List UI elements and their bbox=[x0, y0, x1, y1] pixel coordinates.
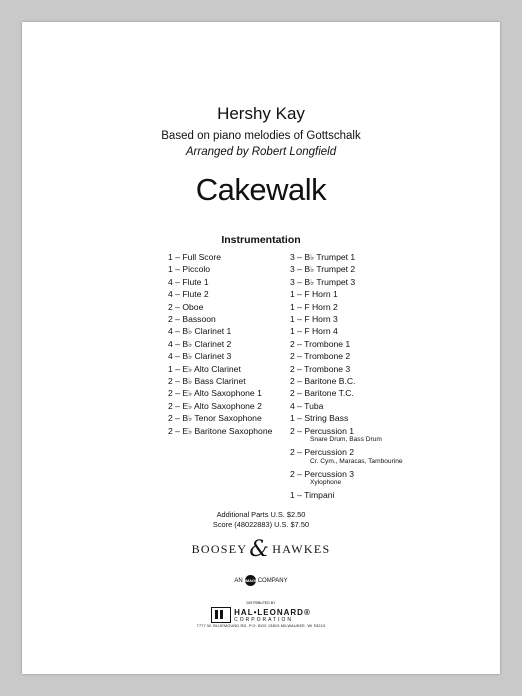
publisher-right: HAWKES bbox=[272, 542, 331, 556]
instrument-entry: 2 – E♭ Alto Saxophone 2 bbox=[168, 400, 262, 411]
instrument-entry: 2 – Trombone 3 bbox=[290, 363, 351, 374]
score-cover-page bbox=[22, 22, 500, 674]
score-price: Score (48022883) U.S. $7.50 bbox=[212, 520, 310, 529]
hal-leonard-icon bbox=[211, 607, 231, 623]
instrument-entry: 2 – Percussion 3 bbox=[290, 468, 355, 479]
instrument-entry: 3 – B♭ Trumpet 1 bbox=[290, 252, 356, 262]
instrument-entry: 1 – E♭ Alto Clarinet bbox=[168, 363, 241, 374]
instrument-entry: 2 – E♭ Baritone Saxophone bbox=[168, 425, 273, 436]
distributed-by-label: DISTRIBUTED BY bbox=[246, 601, 276, 605]
instrument-entry: 2 – Baritone B.C. bbox=[290, 376, 356, 387]
instrument-entry-detail: Snare Drum, Bass Drum bbox=[310, 436, 382, 444]
instrument-entry: 1 – F Horn 3 bbox=[290, 314, 338, 325]
instrument-entry: 1 – F Horn 1 bbox=[290, 289, 338, 300]
instrument-entry: 2 – Percussion 2 bbox=[290, 447, 355, 458]
instrument-entry: 3 – B♭ Trumpet 2 bbox=[290, 264, 356, 275]
instrument-entry: 4 – Flute 1 bbox=[168, 276, 209, 287]
imagem-mark: IMAGEM bbox=[245, 575, 256, 586]
instrument-entry: 2 – E♭ Alto Saxophone 1 bbox=[168, 388, 262, 399]
instrument-entry: 2 – Bassoon bbox=[168, 314, 216, 325]
instrument-entry: 1 – Piccolo bbox=[168, 264, 211, 275]
instrumentation-column-1 bbox=[168, 251, 272, 437]
publisher-logo bbox=[22, 536, 500, 562]
hal-leonard-name: HAL•LEONARD® bbox=[234, 607, 311, 617]
composer-name: Hershy Kay bbox=[217, 104, 305, 123]
company-prefix: AN bbox=[234, 577, 243, 584]
instrument-entry: 1 – String Bass bbox=[290, 413, 349, 424]
instrument-entry: 3 – B♭ Trumpet 3 bbox=[290, 276, 356, 287]
arranger-line: Arranged by Robert Longfield bbox=[185, 146, 337, 158]
instrumentation-column-2 bbox=[290, 251, 403, 501]
instrument-entry: 4 – Tuba bbox=[290, 400, 324, 411]
instrument-entry: 1 – F Horn 2 bbox=[290, 301, 338, 312]
company-suffix: COMPANY bbox=[257, 577, 288, 584]
instrument-entry: 2 – B♭ Bass Clarinet bbox=[168, 376, 246, 387]
hal-leonard-corp: CORPORATION bbox=[234, 616, 293, 623]
instrumentation-heading: Instrumentation bbox=[221, 234, 301, 246]
piece-title: Cakewalk bbox=[195, 172, 327, 207]
additional-parts-price: Additional Parts U.S. $2.50 bbox=[216, 510, 306, 519]
instrument-entry: 4 – B♭ Clarinet 1 bbox=[168, 326, 232, 337]
instrument-entry: 4 – B♭ Clarinet 3 bbox=[168, 351, 232, 362]
imagem-company-logo bbox=[22, 575, 500, 586]
instrument-entry: 4 – Flute 2 bbox=[168, 289, 209, 300]
instrument-entry: 4 – B♭ Clarinet 2 bbox=[168, 338, 232, 349]
instrument-entry: 1 – Full Score bbox=[168, 252, 222, 262]
instrument-entry: 2 – B♭ Tenor Saxophone bbox=[168, 413, 262, 424]
instrument-entry-detail: Cr. Cym., Maracas, Tambourine bbox=[310, 457, 403, 465]
instrument-entry: 2 – Percussion 1 bbox=[290, 425, 355, 436]
publisher-left: BOOSEY bbox=[191, 542, 248, 556]
instrument-entry-detail: Xylophone bbox=[310, 478, 342, 486]
instrument-entry: 1 – Timpani bbox=[290, 489, 335, 500]
instrument-entry: 2 – Baritone T.C. bbox=[290, 388, 354, 399]
distributor-address: 7777 W. BLUEMOUND RD. P.O. BOX 13819 MILWAUKEE, WI 53213 bbox=[196, 624, 326, 628]
instrument-entry: 2 – Oboe bbox=[168, 301, 204, 312]
instrument-entry: 2 – Trombone 2 bbox=[290, 351, 351, 362]
based-on-line: Based on piano melodies of Gottschalk bbox=[161, 130, 361, 142]
ampersand-glyph: & bbox=[249, 536, 271, 562]
instrument-entry: 1 – F Horn 4 bbox=[290, 326, 338, 337]
instrument-entry: 2 – Trombone 1 bbox=[290, 338, 351, 349]
